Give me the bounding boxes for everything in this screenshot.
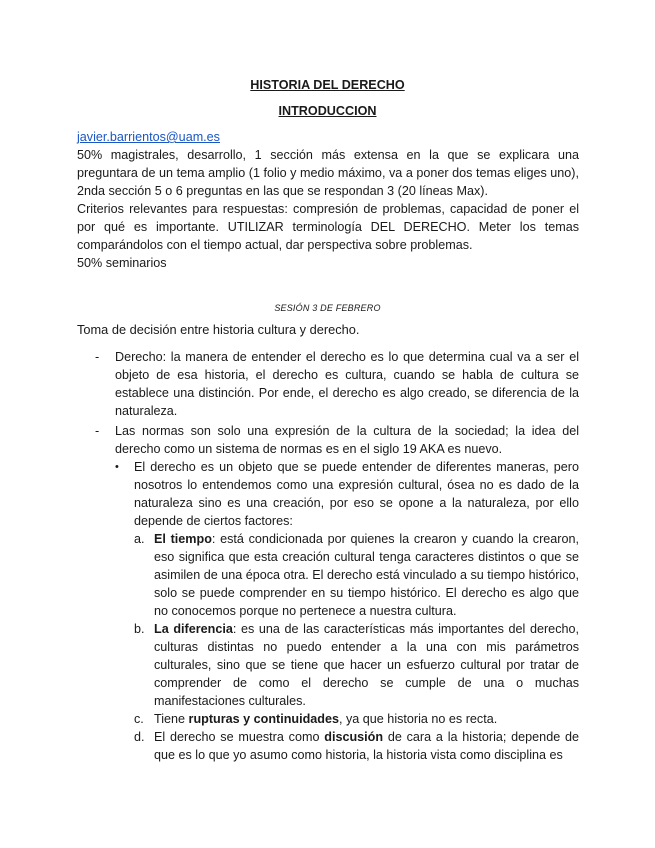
list-item-text: : está condicionada por quienes la crearon y cuando la crearon, eso significa que esta creación cultural tenga caracteres distintos o que se asimilen de una época otra. El derecho está vinculado a su tiempo histórico, solo se puede comprender en su tiempo histórico. El derecho es algo que no conocemos porque no pertenece a nuestra cultura. [154,532,580,618]
list-item-text: , ya que historia no es recta. [339,712,498,726]
list-item [77,458,579,530]
list-item-c [77,710,579,728]
list-item-pre: Tiene [154,712,189,726]
dash-marker: - [95,350,100,364]
list-item-text: de cara a la historia; depende de que es lo que yo asumo como historia, la historia vista como disciplina es [154,730,579,762]
dash-marker: - [95,424,100,438]
list-item-text: Las normas son solo una expresión de la cultura de la sociedad; la idea del derecho como un sistema de normas es en el siglo 19 AKA es nuevo. [115,424,579,456]
list-item [77,422,579,458]
document-subtitle: INTRODUCCION [278,104,377,118]
list-item-pre: El derecho se muestra como [154,730,325,744]
criteria-text: Criterios relevantes para respuestas: compresión de problemas, capacidad de poner el por qué es importante. UTILIZAR terminología DEL DERECHO. Meter los temas comparándolos con el tiempo actual, dar perspectiva sobre problemas. [77,202,579,252]
document-title: HISTORIA DEL DERECHO [250,78,405,92]
list-item-d [77,728,579,764]
email-link[interactable]: javier.barrientos@uam.es [77,130,220,144]
letter-marker: c. [134,712,144,726]
session-lead: Toma de decisión entre historia cultura y derecho. [77,322,360,337]
intro-block [77,128,579,272]
list-item-text: El derecho es un objeto que se puede entender de diferentes maneras, pero nosotros lo entendemos como una expresión cultural, ósea no es dado de la naturaleza sino es una creación, por eso se opone a la naturaleza, por ello depende de ciertos factores: [134,460,579,528]
letter-marker: a. [134,532,145,546]
term-discusion: discusión [324,730,384,744]
list-item-a [77,530,579,620]
seminars-text: 50% seminarios [77,256,167,270]
exam-description: 50% magistrales, desarrollo, 1 sección más extensa en la que se explicara una preguntara de un tema amplio (1 folio y medio máximo, va a poner dos temas eliges uno), 2nda sección 5 o 6 preguntas en las que se respondan 3 (20 líneas Max). [77,148,579,198]
letter-marker: b. [134,622,145,636]
term-tiempo: El tiempo [154,532,212,546]
list-item [77,348,579,420]
letter-marker: d. [134,730,145,744]
term-diferencia: La diferencia [154,622,233,636]
outline-list [77,348,579,764]
session-heading: SESIÓN 3 DE FEBRERO [274,303,381,313]
list-item-b [77,620,579,710]
list-item-text: : es una de las características más importantes del derecho, culturas distintas no puedo entender a la una con mis parámetros culturales, sino que se tiene que hacer un esfuerzo cultural por tratar de comprender de como el derecho se cumple de una o muchas manifestaciones culturales. [154,622,579,708]
list-item-text: Derecho: la manera de entender el derecho es lo que determina cual va a ser el objeto de esa historia, el derecho es cultura, cuando se habla de cultura se establece una distinción. Por ende, el derecho es algo creado, se diferencia de la naturaleza. [115,350,579,418]
bullet-marker: • [115,461,119,473]
term-rupturas: rupturas y continuidades [188,712,339,726]
